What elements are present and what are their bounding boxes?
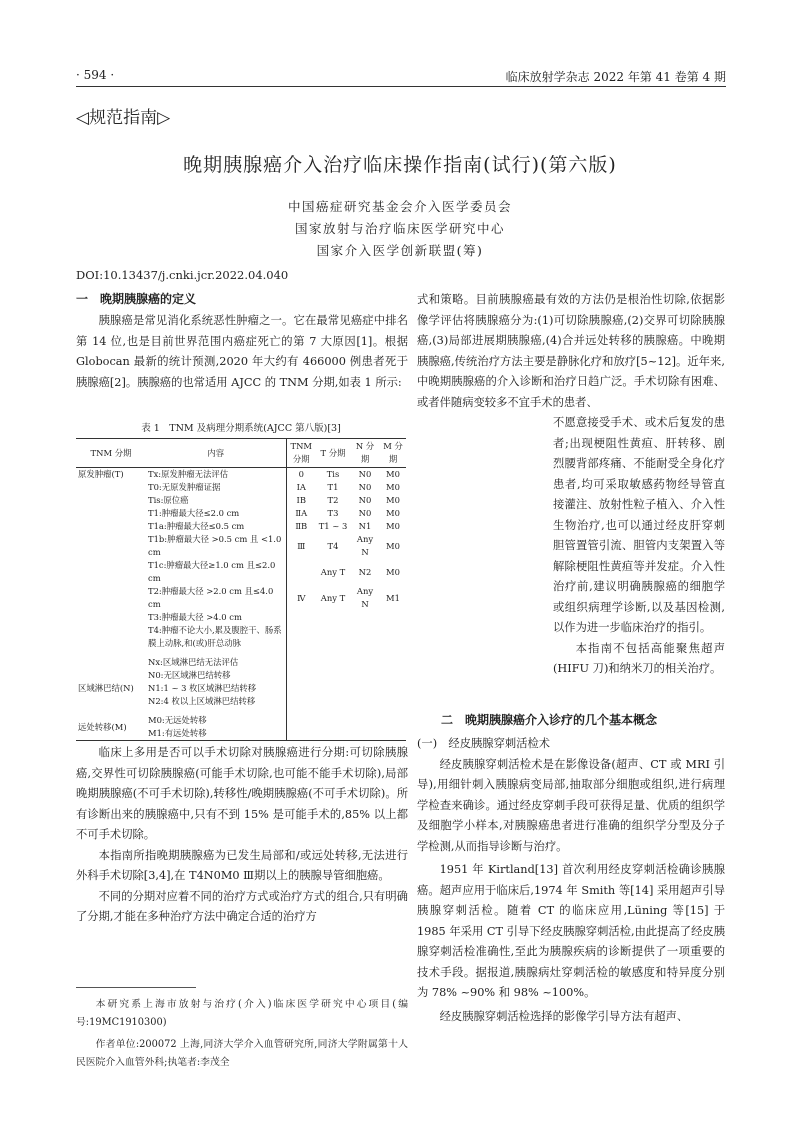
table-cell: M0 [386,482,400,492]
right-column-bottom [417,710,725,1027]
table-row [76,533,406,559]
page-number: · 594 · [76,68,115,82]
table-cell: T3:肿瘤最大径 >4.0 cm [146,611,286,624]
table-cell: T4 [327,540,339,551]
table-cell: T4:肿瘤不论大小,累及腹腔干、肠系膜上动脉,和(或)肝总动脉 [146,624,286,650]
table-row [76,714,406,727]
table-row [76,494,406,507]
table-cell: 0 [298,469,304,479]
table-cell: Tis:原位癌 [146,494,286,507]
table-cell: M0 [386,469,400,479]
table-row [76,624,406,650]
table-cell: M0 [386,521,400,531]
section-heading-2: 二 晚期胰腺癌介入诊疗的几个基本概念 [441,713,658,727]
paragraph: 不同的分期对应着不同的治疗方式或治疗方式的组合,只有明确了分期,才能在多种治疗方法中确定合适的治疗方 [76,889,408,923]
author-line-1: 中国癌症研究基金会介入医学委员会 [287,199,512,214]
table-cell: N2 [358,566,372,577]
table-cell: M1:有远处转移 [146,727,286,741]
table-cell: Nx:区域淋巴结无法评估 [146,656,286,669]
paragraph: 1951 年 Kirtland[13] 首次利用经皮穿刺活检确诊胰腺癌。超声应用于临床后,1974 年 Smith 等[14] 采用超声引导胰腺穿刺活检。随着 CT 的临床应用,Lüning 等[15] 于 1985 年采用 CT 引导下经皮胰腺穿刺活检,由此提高了经皮胰腺穿刺活检准确性,至此为胰腺疾病的诊断提供了一项重要的技术手段。据报道,胰腺病灶穿刺活检的敏感度和特异度分别为 78% ~90% 和 98% ~100%。 [417,863,725,999]
table-cell: N0:无区域淋巴结转移 [146,669,286,682]
table-cell: M0 [386,508,400,518]
table-cell: T1b:肿瘤最大径 >0.5 cm 且 <1.0 cm [146,533,286,559]
table-row [76,695,406,708]
right-column-top [417,290,725,413]
table-cell: M1 [386,592,400,603]
table-cell: ⅠA [296,482,306,492]
journal-header: 临床放射学杂志 2022 年第 41 卷第 4 期 [505,70,726,84]
paragraph: 本指南不包括高能聚焦超声(HIFU 刀)和纳米刀的相关治疗。 [553,641,725,675]
table-cell: T1a:肿瘤最大径≤0.5 cm [146,520,286,533]
right-column-narrow [553,413,725,680]
table-caption: 表 1 TNM 及病理分期系统(AJCC 第八版)[3] [141,423,341,434]
table-cell: T1c:肿瘤最大径≥1.0 cm 且≤2.0 cm [146,559,286,585]
table-row [76,481,406,494]
paragraph: 经皮胰腺穿刺活检选择的影像学引导方法有超声、 [439,1009,689,1023]
author-line-3: 国家介入医学创新联盟(筹) [316,243,484,258]
table-cell: N1:1 ~ 3 枚区域淋巴结转移 [146,682,286,695]
paragraph: 临床上多用是否可以手术切除对胰腺癌进行分期:可切除胰腺癌,交界性可切除胰腺癌(可能手术切除,也可能不能手术切除),局部晚期胰腺癌(不可手术切除),转移性/晚期胰腺癌(不可手术切除)。所有诊断出来的胰腺癌中,只有不到 15% 是可能手术的,85% 以上都不可手术切除。 [76,746,408,841]
table-cell: M0 [386,495,400,505]
author-line-2: 国家放射与治疗临床医学研究中心 [294,221,505,236]
table-header-cell: N 分期 [350,439,380,468]
table-cell: Ⅳ [297,592,306,603]
paragraph: 式和策略。目前胰腺癌最有效的方法仍是根治性切除,依据影像学评估将胰腺癌分为:(1)可切除胰腺癌,(2)交界可切除胰腺癌,(3)局部进展期胰腺癌,(4)合并远处转移的胰腺癌。中晚期胰腺癌,传统治疗方法主要是静脉化疗和放疗[5~12]。近年来,中晚期胰腺癌的介入诊断和治疗日趋广泛。手术切除有困难、或者伴随病变较多不宜手术的患者、 [417,293,725,409]
group-label-n: 区域淋巴结(N) [78,683,134,693]
table-cell: M0 [386,566,400,577]
subsection-heading: (一) 经皮胰腺穿刺活检术 [417,737,551,750]
table-cell: N0 [358,469,372,479]
group-label-t: 原发肿瘤(T) [78,469,124,479]
footnote: 作者单位:200072 上海,同济大学介入血管研究所,同济大学附属第十人民医院介入血管外科;执笔者:李茂全 [76,1039,408,1068]
doi: DOI:10.13437/j.cnki.jcr.2022.04.040 [76,268,289,282]
table-header-cell: TNM 分期 [76,439,146,468]
article-title: 晚期胰腺癌介入治疗临床操作指南(试行)(第六版) [183,154,617,176]
intro-paragraph: 胰腺癌是常见消化系统恶性肿瘤之一。它在最常见癌症中排名第 14 位,也是目前世界范围内癌症死亡的第 7 大原因[1]。根据 Globocan 最新的统计预测,2020 年大约有 466000 例患者死于胰腺癌[2]。胰腺癌的也常适用 AJCC 的 TNM 分期,如表 1 所示: [76,314,408,389]
header-rule [76,86,726,87]
table-cell: T0:无原发肿瘤证据 [146,481,286,494]
table-cell: Any N [356,534,374,557]
table-cell: Tx:原发肿瘤无法评估 [146,468,286,482]
table-cell: T2 [327,495,339,505]
paragraph: 本指南所指晚期胰腺癌为已发生局部和/或远处转移,无法进行外科手术切除[3,4],在 T4N0M0 Ⅲ期以上的胰腺导管细胞癌。 [76,848,408,882]
paragraph: 经皮胰腺穿刺活检术是在影像设备(超声、CT 或 MRI 引导),用细针刺入胰腺病变局部,抽取部分细胞或组织,进行病理学检查来确诊。通过经皮穿刺手段可获得足量、优质的组织学及细胞学小样本,对胰腺癌患者进行准确的组织学分型及分子学检测,从而指导诊断与治疗。 [417,757,725,853]
left-column-top [76,290,408,393]
table-cell: Any T [320,566,346,577]
table-cell: Tis [326,469,340,479]
table-header-row [76,439,406,468]
table-row [76,507,406,520]
section-tag: ◁规范指南▷ [76,108,171,128]
tnm-table [76,438,406,741]
table-cell: N2:4 枚以上区域淋巴结转移 [146,695,286,708]
group-label-m: 远处转移(M) [76,714,146,741]
table-cell: T2:肿瘤最大径 >2.0 cm 且≤4.0 cm [146,585,286,611]
table-row [76,468,406,482]
footnote: 本研究系上海市放射与治疗(介入)临床医学研究中心项目(编号:19MC1910300) [76,999,408,1028]
table-cell: Ⅲ [297,540,306,551]
section-heading-1: 一 晚期胰腺癌的定义 [76,292,197,306]
table-cell [286,559,316,585]
table-cell: T1 [327,482,339,492]
table-row [76,520,406,533]
table-cell: M0:无远处转移 [146,714,286,727]
table-row [76,611,406,624]
table-cell: N0 [358,508,372,518]
footnote-rule [76,987,196,988]
table-cell: ⅡA [295,508,308,518]
table-row [76,656,406,669]
table-cell: Any T [320,592,346,603]
table-row [76,669,406,682]
table-cell: N0 [358,495,372,505]
paragraph: 不愿意接受手术、或术后复发的患者;出现梗阻性黄疸、肝转移、剧烈腰背部疼痛、不能耐受全身化疗患者,均可采取敏感药物经导管直接灌注、放射性粒子植入、介入性生物治疗,也可以通过经皮肝穿刺胆管置管引流、胆管内支架置入等解除梗阻性黄疸等并发症。介入性治疗前,建议明确胰腺癌的细胞学或组织病理学诊断,以及基因检测,以作为进一步临床治疗的指引。 [553,416,725,634]
table-header-cell: T 分期 [316,439,350,468]
table-cell: N1 [358,521,372,531]
table-cell: ⅡB [295,521,308,531]
table-cell: T3 [327,508,339,518]
table-cell: ⅠB [296,495,306,505]
table-row [76,559,406,585]
footnotes [76,996,408,1072]
table-header-cell: TNM 分期 [286,439,316,468]
table-header-cell: 内容 [146,439,286,468]
table-cell: Any N [356,586,374,609]
table-header-cell: M 分期 [380,439,406,468]
table-cell: N0 [358,482,372,492]
table-row [76,585,406,611]
table-cell: M0 [386,540,400,551]
left-column-bottom [76,743,408,928]
table-row [76,682,406,695]
table-cell: T1 ~ 3 [318,521,348,531]
table-cell: T1:肿瘤最大径≤2.0 cm [146,507,286,520]
